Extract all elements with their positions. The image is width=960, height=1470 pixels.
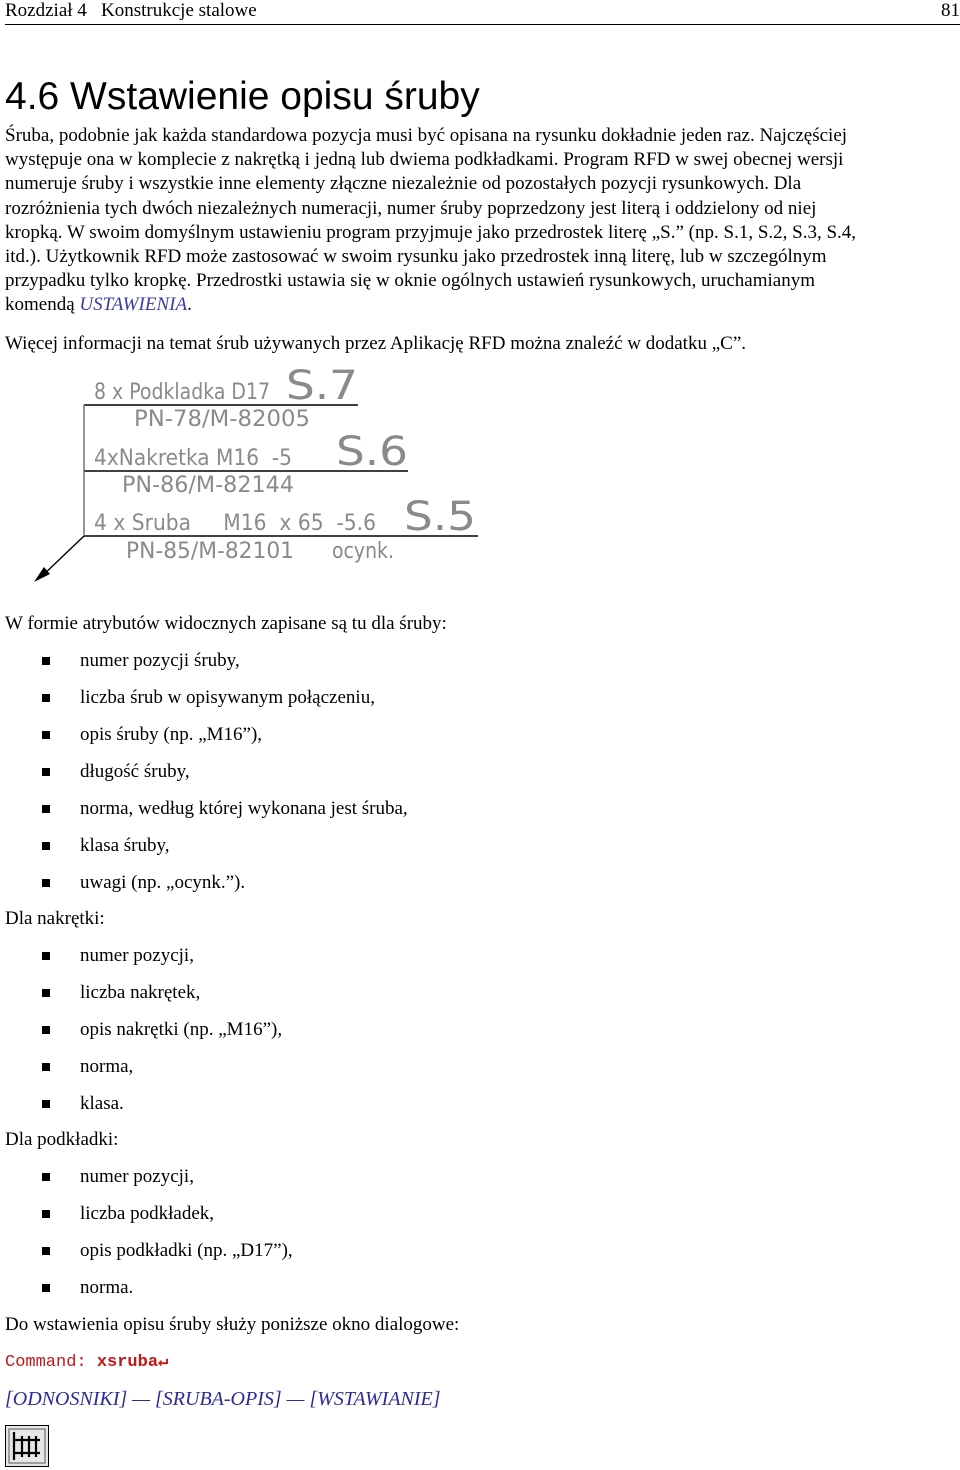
nut-label: 4xNakretka M16 -5 bbox=[94, 446, 292, 471]
list-item bbox=[42, 1165, 742, 1202]
list-item-text: uwagi (np. „ocynk.”). bbox=[80, 872, 246, 893]
paragraph-last-line bbox=[5, 293, 955, 317]
bolt-label: 4 x Sruba M16 x 65 -5.6 bbox=[94, 511, 376, 536]
list-item-text: numer pozycji, bbox=[80, 1166, 194, 1187]
list-item bbox=[42, 686, 742, 723]
paragraph-line: numeruje śruby i wszystkie inne elementy złączne niezależnie od pozostałych pozycji rysunkowych. Dla bbox=[5, 173, 802, 195]
bullet-icon bbox=[42, 694, 50, 702]
list-item bbox=[42, 1055, 742, 1092]
bullet-icon bbox=[42, 1026, 50, 1034]
list-item bbox=[42, 1202, 742, 1239]
bullet-icon bbox=[42, 731, 50, 739]
command-value: xsruba↵ bbox=[96, 1353, 169, 1372]
list-item-text: liczba śrub w opisywanym połączeniu, bbox=[80, 687, 375, 708]
page-header bbox=[5, 0, 960, 24]
chapter-title: Rozdział 4 Konstrukcje stalowe bbox=[5, 0, 257, 21]
washer-heading: Dla podkładki: bbox=[5, 1129, 119, 1150]
nut-heading: Dla nakrętki: bbox=[5, 908, 105, 929]
bolt-label-drawing bbox=[30, 362, 490, 590]
list-item-text: liczba nakrętek, bbox=[80, 982, 201, 1003]
list-item-text: numer pozycji, bbox=[80, 945, 194, 966]
settings-link[interactable]: USTAWIENIA bbox=[79, 294, 188, 316]
paragraph-line: Śruba, podobnie jak każda standardowa pozycja musi być opisana na rysunku dokładnie jeden raz. Najczęściej bbox=[5, 125, 848, 146]
text-period: . bbox=[187, 294, 192, 316]
list-item bbox=[42, 723, 742, 760]
list-item bbox=[42, 1092, 742, 1129]
bullet-icon bbox=[42, 1247, 50, 1255]
washer-position: S.7 bbox=[286, 363, 358, 409]
bolt-norm: PN-85/M-82101 bbox=[126, 539, 294, 564]
list-item-text: norma, według której wykonana jest śruba, bbox=[80, 798, 408, 819]
list-item-text: klasa śruby, bbox=[80, 835, 170, 856]
list-item bbox=[42, 1239, 742, 1276]
bullet-icon bbox=[42, 879, 50, 887]
bullet-icon bbox=[42, 1173, 50, 1181]
bullet-icon bbox=[42, 805, 50, 813]
bolt-attribute-list bbox=[42, 649, 742, 908]
bolt-position: S.5 bbox=[404, 494, 476, 540]
paragraph-line: kropką. W swoim domyślnym ustawieniu program przyjmuje jako przedrostek literę „S.” (np. S.1, S.2, S.3, S.4, bbox=[5, 221, 857, 243]
page-number: 81 bbox=[941, 0, 960, 21]
list-item-text: norma. bbox=[80, 1277, 134, 1298]
list-item-text: opis nakrętki (np. „M16”), bbox=[80, 1019, 283, 1040]
washer-norm: PN-78/M-82005 bbox=[134, 407, 310, 432]
list-item bbox=[42, 1276, 742, 1313]
list-item-text: opis śruby (np. „M16”), bbox=[80, 724, 263, 745]
list-item-text: liczba podkładek, bbox=[80, 1203, 215, 1224]
section-title: 4.6 Wstawienie opisu śruby bbox=[5, 75, 480, 118]
list-item bbox=[42, 981, 742, 1018]
washer-attribute-list bbox=[42, 1165, 742, 1313]
command-label: Command: bbox=[5, 1353, 97, 1372]
washer-label: 8 x Podkladka D17 bbox=[94, 380, 270, 405]
paragraph-line: występuje ona w komplecie z nakrętką i jedną lub dwiema podkładkami. Program RFD w swej obecnej wersji bbox=[5, 149, 844, 171]
bullet-icon bbox=[42, 842, 50, 850]
paragraph-line: rozróżnienia tych dwóch niezależnych numeracji, numer śruby poprzedzony jest literą i oddzielony od niej bbox=[5, 197, 817, 219]
paragraph-line: itd.). Użytkownik RFD może zastosować w swoim rysunku jako przedrostek inną literę, lub w szczególnym bbox=[5, 246, 827, 268]
list-item bbox=[42, 1018, 742, 1055]
bullet-icon bbox=[42, 1063, 50, 1071]
list-item-text: opis podkładki (np. „D17”), bbox=[80, 1240, 293, 1261]
nut-attribute-list bbox=[42, 944, 742, 1129]
bolt-note: ocynk. bbox=[332, 539, 394, 564]
list-item-text: długość śruby, bbox=[80, 761, 190, 782]
menu-path[interactable]: [ODNOSNIKI] — [SRUBA-OPIS] — [WSTAWIANIE] bbox=[5, 1388, 441, 1410]
list-item bbox=[42, 649, 742, 686]
bullet-icon bbox=[42, 657, 50, 665]
bolt-attributes-intro: W formie atrybutów widocznych zapisane są tu dla śruby: bbox=[5, 613, 447, 634]
list-item bbox=[42, 797, 742, 834]
bullet-icon bbox=[42, 768, 50, 776]
bullet-icon bbox=[42, 1284, 50, 1292]
dialog-intro: Do wstawienia opisu śruby służy poniższe okno dialogowe: bbox=[5, 1314, 460, 1335]
paragraph-intro bbox=[5, 124, 955, 318]
bolt-description-icon[interactable] bbox=[5, 1425, 49, 1467]
list-item-text: norma, bbox=[80, 1056, 134, 1077]
paragraph-appendix: Więcej informacji na temat śrub używanych przez Aplikację RFD można znaleźć w dodatku „C”. bbox=[5, 333, 746, 354]
list-item-text: klasa. bbox=[80, 1093, 124, 1114]
bullet-icon bbox=[42, 952, 50, 960]
bullet-icon bbox=[42, 1100, 50, 1108]
bullet-icon bbox=[42, 1210, 50, 1218]
command-line bbox=[5, 1352, 168, 1374]
list-item bbox=[42, 834, 742, 871]
nut-position: S.6 bbox=[336, 429, 408, 475]
list-item bbox=[42, 871, 742, 908]
list-item bbox=[42, 944, 742, 981]
list-item bbox=[42, 760, 742, 797]
bullet-icon bbox=[42, 989, 50, 997]
list-item-text: numer pozycji śruby, bbox=[80, 650, 240, 671]
header-rule bbox=[5, 24, 960, 25]
paragraph-line: przypadku tylko kropkę. Przedrostki ustawia się w oknie ogólnych ustawień rysunkowych, uruchamianym bbox=[5, 270, 815, 292]
nut-norm: PN-86/M-82144 bbox=[122, 473, 294, 498]
text-komenda: komendą bbox=[5, 294, 80, 316]
leader-arrowhead bbox=[34, 567, 50, 582]
